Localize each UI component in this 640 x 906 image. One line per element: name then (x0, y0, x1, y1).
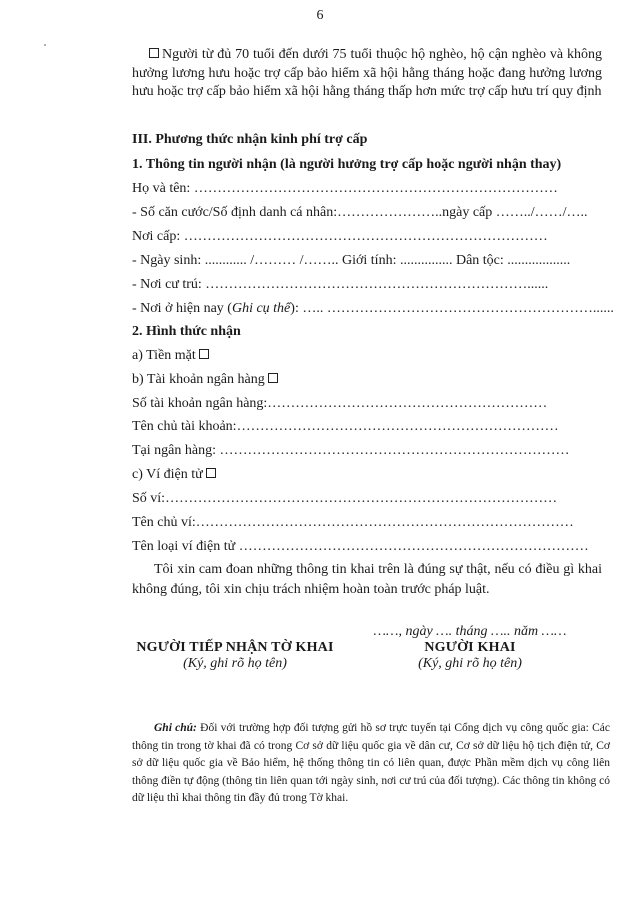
checkbox-icon[interactable] (199, 349, 209, 359)
eligibility-text: Người từ đủ 70 tuổi đến dưới 75 tuổi thuộc hộ nghèo, hộ cận nghèo và không hưởng lương hưu hoặc trợ cấp bảo hiểm xã hội hằng tháng hoặc đang hưởng lương hưu hoặc trợ cấp bảo hiểm xã hội hằng tháng thấp hơn mức trợ cấp hưu trí quy định (132, 47, 602, 99)
declarant-subtitle: (Ký, ghi rõ họ tên) (418, 656, 522, 671)
footnote (132, 720, 610, 808)
residence-field[interactable]: - Nơi cư trú: ……………………………………………………………...... (132, 277, 549, 292)
receiver-subtitle: (Ký, ghi rõ họ tên) (183, 656, 287, 671)
checkbox-icon[interactable] (149, 48, 159, 58)
subsection-recipient-heading: 1. Thông tin người nhận (là người hưởng trợ cấp hoặc người nhận thay) (132, 157, 562, 172)
scan-speck (44, 44, 46, 46)
checkbox-icon[interactable] (206, 468, 216, 478)
subsection-method-heading: 2. Hình thức nhận (132, 324, 241, 339)
declarant-signature-block (370, 640, 570, 672)
dob-gender-ethnicity-field[interactable]: - Ngày sinh: ............ /……… /…….. Giới tính: ............... Dân tộc: .................. (132, 253, 571, 268)
eligibility-option (132, 46, 602, 102)
recipient-name-field[interactable]: Họ và tên: …………………………………………………………………… (132, 181, 558, 196)
option-cash-label: a) Tiền mặt (132, 348, 196, 363)
wallet-holder-field[interactable]: Tên chủ ví:……………………………………………………………………… (132, 515, 574, 530)
option-cash[interactable] (132, 347, 212, 365)
id-number-field[interactable]: - Số căn cước/Số định danh cá nhân:…………………..ngày cấp ……../……/….. (132, 205, 588, 220)
footnote-text: Đối với trường hợp đối tượng gửi hồ sơ trực tuyến tại Cổng dịch vụ công quốc gia: Các thông tin trong tờ khai đã có trong Cơ sở dữ liệu quốc gia về dân cư, Cơ sở dữ liệu hộ tịch điện tử, Cơ sở dữ liệu quốc gia về Bảo hiểm, hệ thống thông tin có liên quan, được Phần mềm dịch vụ công liên thông điền tự động (thông tin liên quan tới ngày sinh, nơi cư trú của đối tượng). Các thông tin không có dữ liệu thì khai thông tin đầy đủ trong Tờ khai. (132, 722, 611, 804)
current-address-field[interactable] (132, 300, 614, 318)
page-number: 6 (316, 8, 324, 23)
footnote-label: Ghi chú: (154, 722, 197, 734)
option-bank[interactable] (132, 371, 281, 389)
bank-account-number-field[interactable]: Số tài khoản ngân hàng:…………………………………………………… (132, 396, 548, 411)
current-address-hint: Ghi cụ thể (231, 301, 291, 316)
checkbox-icon[interactable] (268, 373, 278, 383)
wallet-type-field[interactable]: Tên loại ví điện tử ………………………………………………………………… (132, 539, 589, 554)
receiver-signature-block (100, 640, 370, 672)
option-bank-label: b) Tài khoản ngân hàng (132, 372, 265, 387)
current-address-prefix: - Nơi ở hiện nay ( (132, 301, 232, 316)
option-ewallet-label: c) Ví điện tử (132, 467, 203, 482)
receiver-title: NGƯỜI TIẾP NHẬN TỜ KHAI (136, 640, 334, 655)
declarant-title: NGƯỜI KHAI (424, 640, 516, 655)
option-ewallet[interactable] (132, 466, 219, 484)
issue-place-field[interactable]: Nơi cấp: …………………………………………………………………… (132, 229, 548, 244)
bank-name-field[interactable]: Tại ngân hàng: ………………………………………………………………… (132, 443, 570, 458)
account-holder-field[interactable]: Tên chủ tài khoản:…………………………………………………………… (132, 419, 559, 434)
current-address-suffix: ): ….. …………………………………………………...... (290, 301, 614, 316)
pledge-statement: Tôi xin cam đoan những thông tin khai trên là đúng sự thật, nếu có điều gì khai không đúng, tôi xin chịu trách nhiệm hoàn toàn trước pháp luật. (132, 562, 602, 597)
wallet-number-field[interactable]: Số ví:………………………………………………………………………… (132, 491, 558, 506)
date-line: ……, ngày …. tháng ….. năm …… (373, 624, 567, 639)
section-heading: III. Phương thức nhận kinh phí trợ cấp (132, 132, 368, 147)
